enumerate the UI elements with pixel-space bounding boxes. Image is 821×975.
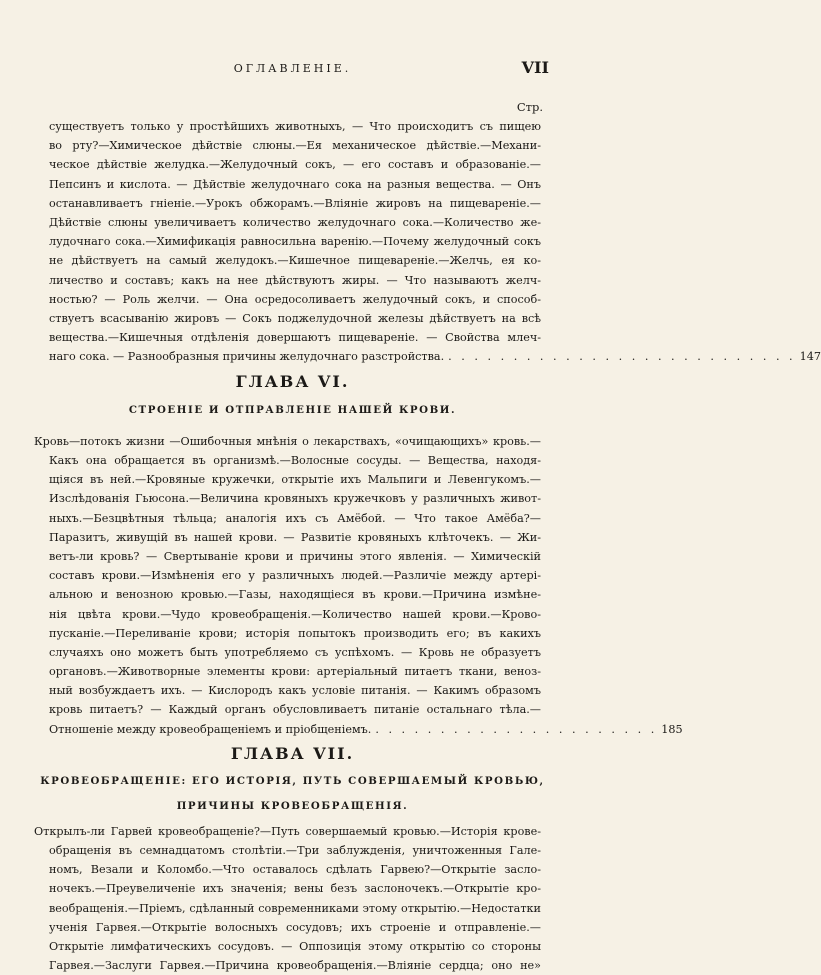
chapter-vii-first-line [34,822,541,841]
toc-line: останавливаетъ гніеніе.—Урокъ обжорамъ.—Вліяніе жировъ на пищевареніе.— [49,196,541,210]
toc-line: ный возбуждаетъ ихъ. — Кислородъ какъ условіе питанія. — Какимъ образомъ [49,684,541,698]
toc-line: веобращенія.—Пріемъ, сдѣланный современниками этому открытію.—Недостатки [49,901,541,915]
toc-line-text: Отношеніе между кровеобращеніемъ и пріобщеніемъ. [49,723,372,736]
chapter-vii-subtitle-line-1: КРОВЕОБРАЩЕНІЕ: ЕГО ИСТОРІЯ, ПУТЬ СОВЕРШАЕМЫЙ КРОВЬЮ, [40,775,545,787]
chapter-vii-contents [49,841,541,975]
chapter-vii-title: ГЛАВА VII. [230,744,355,763]
toc-line: ветъ-ли кровь? — Свертываніе крови и причины этого явленія. — Химическій [49,549,541,563]
toc-line: пусканіе.—Переливаніе крови; исторія попытокъ производить его; въ какихъ [49,626,541,640]
page-column-label: Стр. [516,100,543,114]
chapter-v-contents [49,117,541,347]
toc-line: нія цвѣта крови.—Чудо кровеобращенія.—Количество нашей крови.—Крово- [49,607,541,621]
chapter-vi-final-line [49,720,683,739]
toc-line: Какъ она обращается въ организмѣ.—Волосные сосуды. — Вещества, находя- [49,454,541,467]
toc-line: существуетъ только у простѣйшихъ животныхъ, — Что происходитъ съ пищею [49,120,541,133]
toc-page-number: 147 [799,350,821,363]
toc-line: Паразитъ, живущій въ нашей крови. — Развитіе кровяныхъ клѣточекъ. — Жи- [49,530,541,544]
toc-page-number: 185 [661,723,683,736]
chapter-v-final-line [49,347,821,366]
toc-line-text: наго сока. — Разнообразныя причины желудочнаго разстройства. [49,350,445,363]
toc-line: ныхъ.—Безцвѣтныя тѣльца; аналогія ихъ съ Амёбой. — Что такое Амёба?— [49,511,541,525]
toc-line: ностью? — Роль желчи. — Она осредосоливаетъ желудочный сокъ, и способ- [49,292,541,306]
toc-line: Пепсинъ и кислота. — Дѣйствіе желудочнаго сока на разныя вещества. — Онъ [49,177,541,191]
toc-line: Открылъ-ли Гарвей кровеобращеніе?—Путь совершаемый кровью.—Исторія крове- [34,825,541,838]
toc-line: лудочнаго сока.—Химификація равносильна варенію.—Почему желудочный сокъ [49,235,541,249]
toc-line: случаяхъ оно можетъ быть употребляемо съ успѣхомъ. — Кровь не образуетъ [49,645,541,659]
chapter-vi-first-line [34,432,541,451]
toc-line: кровь питаетъ? — Каждый органъ обусловливаетъ питаніе остальнаго тѣла.— [49,703,541,717]
page-folio: VII [521,58,549,77]
chapter-vii-subtitle-line-2: ПРИЧИНЫ КРОВЕОБРАЩЕНІЯ. [176,800,409,812]
toc-line: Кровь—потокъ жизни —Ошибочныя мнѣнія о лекарствахъ, «очищающихъ» кровь.— [34,435,541,448]
toc-line: личество и составъ; какъ на нее дѣйствуютъ жиры. — Что называютъ желч- [49,273,541,287]
toc-line: ствуетъ всасыванію жировъ — Сокъ поджелудочной железы дѣйствуетъ на всѣ [49,311,541,325]
toc-line: Дѣйствіе слюны увеличиваетъ количество желудочнаго сока.—Количество же- [49,215,541,229]
toc-line: Гарвея.—Заслуги Гарвея.—Причина кровеобращенія.—Вліяніе сердца; оно не» [49,959,541,973]
toc-line: не дѣйствуетъ на самый желудокъ.—Кишечное пищевареніе.—Желчь, ея ко- [49,254,541,268]
toc-line: ученія Гарвея.—Открытіе волосныхъ сосудовъ; ихъ строеніе и отправленіе.— [49,920,541,934]
toc-line: номъ, Везали и Коломбо.—Что оставалось сдѣлать Гарвею?—Открытіе засло- [49,863,541,877]
toc-line: альною и венозною кровью.—Газы, находящіеся въ крови.—Причина измѣне- [49,588,541,602]
toc-line: органовъ.—Животворные элементы крови: артеріальный питаетъ ткани, веноз- [49,665,541,679]
toc-line: вещества.—Кишечныя отдѣленія довершаютъ пищевареніе. — Свойства млеч- [49,331,541,345]
toc-line: во рту?—Химическое дѣйствіе слюны.—Ея механическое дѣйствіе.—Механи- [49,139,541,153]
toc-line: Изслѣдованія Гьюсона.—Величина кровяныхъ кружечковъ у различныхъ живот- [49,492,541,506]
toc-line: ческое дѣйствіе желудка.—Желудочный сокъ, — его составъ и образованіе.— [49,158,541,172]
chapter-vi-contents [49,451,541,720]
leader-dots: . . . . . . . . . . . . . . . . . . . . . . . . . . . [448,350,796,363]
running-title: ОГЛАВЛЕНІЕ. [233,62,352,75]
toc-line: обращенія въ семнадцатомъ столѣтіи.—Три заблужденія, уничтоженныя Гале- [49,844,541,857]
toc-line: щіяся въ ней.—Кровяные кружечки, открытіе ихъ Мальпиги и Левенгукомъ.— [49,473,541,487]
chapter-vi-title: ГЛАВА VI. [235,372,350,391]
toc-line: составъ крови.—Измѣненія его у различныхъ людей.—Различіе между артері- [49,569,541,583]
chapter-vi-subtitle: СТРОЕНІЕ И ОТПРАВЛЕНІЕ НАШЕЙ КРОВИ. [128,404,457,416]
toc-line: ночекъ.—Преувеличеніе ихъ значенія; вены безъ заслоночекъ.—Открытіе кро- [49,882,541,896]
toc-line: Открытіе лимфатическихъ сосудовъ. — Оппозиція этому открытію со стороны [49,939,541,953]
leader-dots: . . . . . . . . . . . . . . . . . . . . . . [375,723,658,736]
